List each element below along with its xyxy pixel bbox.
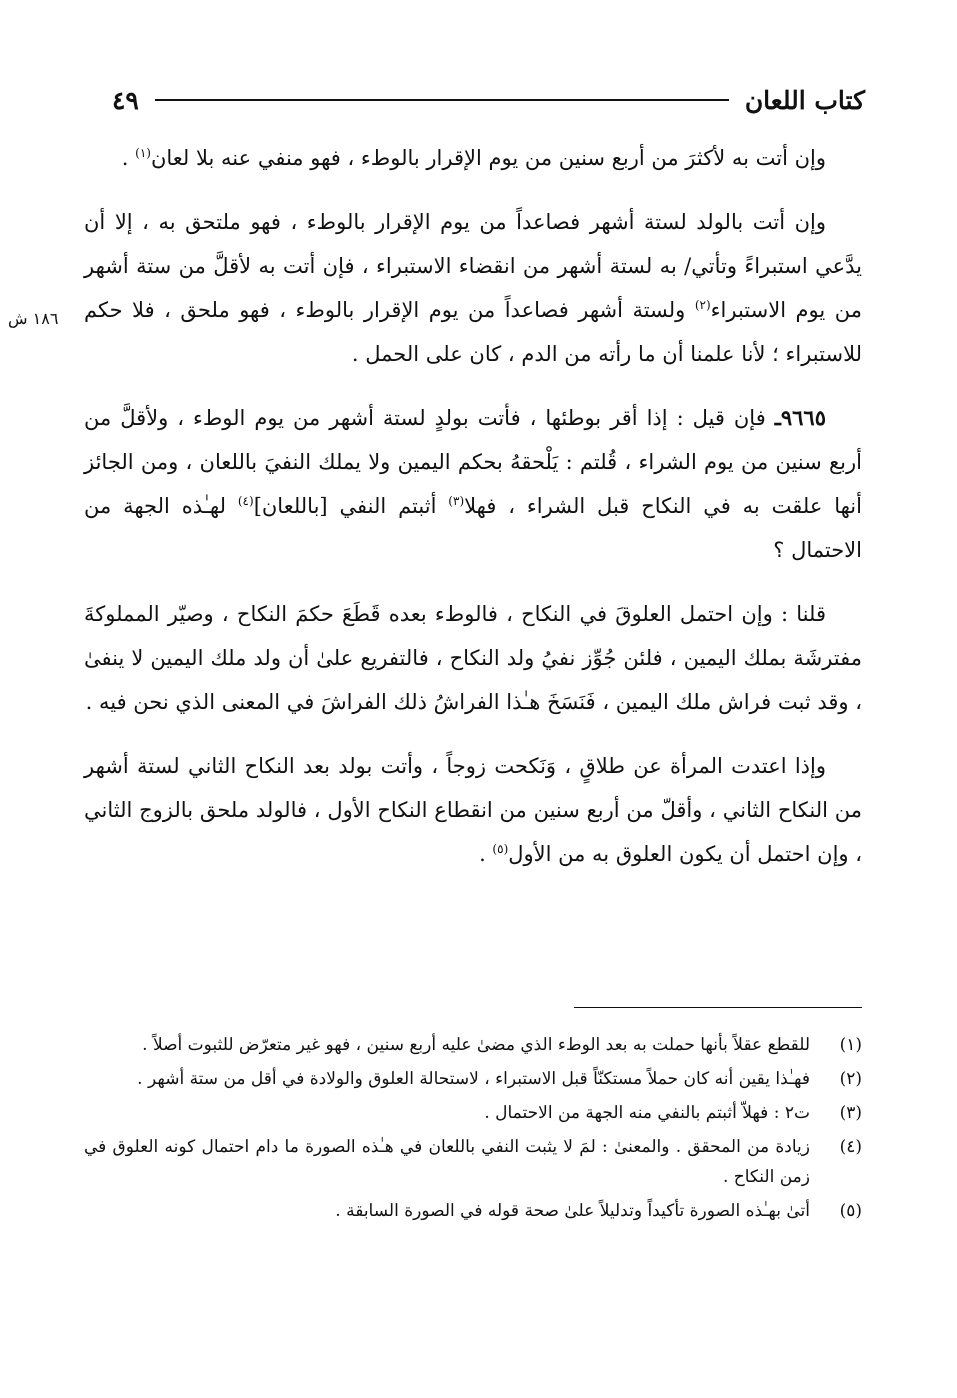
margin-reference: ١٨٦ ش — [8, 309, 59, 328]
issue-number: ٩٦٦٥ـ — [774, 405, 826, 430]
footnote-number: (٤) — [839, 1137, 862, 1157]
footnote — [84, 1064, 862, 1094]
paragraph: وإذا اعتدت المرأة عن طلاقٍ ، وَنَكحت زوجاً ، وأتت بولد بعد النكاح الثاني لستة أشهر من النكاح الثاني ، وأقلّ من أربع سنين من انقطاع النكاح الأول ، فالولد ملحق بالزوج الثاني ، وإن احتمل أن يكون العلوق به من الأول$^{(٥)}$ . — [84, 754, 862, 866]
footnote-text: فهـٰذا يقين أنه كان حملاً مستكنّاً قبل الاستبراء ، لاستحالة العلوق والولادة في أقل من ستة أشهر . — [137, 1069, 810, 1089]
footnote-number: (٣) — [839, 1103, 862, 1123]
footnote — [84, 1196, 862, 1226]
paragraph: وإن أتت به لأكثرَ من أربع سنين من يوم الإقرار بالوطء ، فهو منفي عنه بلا لعان$^{(١)}$ . — [121, 146, 826, 170]
footnotes — [84, 1030, 862, 1230]
footnote-number: (٢) — [839, 1069, 862, 1089]
footnote-text: زيادة من المحقق . والمعنىٰ : لمَ لا يثبت النفي باللعان في هـٰذه الصورة ما دام احتمال كونه العلوق في زمن النكاح . — [84, 1137, 810, 1187]
footnote-ref[interactable]: (١) — [135, 146, 151, 160]
footnote-text: ت٢ : فهلاّ أثبتم بالنفي منه الجهة من الاحتمال . — [484, 1103, 810, 1123]
footnote-text: للقطع عقلاً بأنها حملت به بعد الوطء الذي مضىٰ عليه أربع سنين ، فهو غير متعرّض للثبوت أصلاً . — [142, 1035, 810, 1055]
chapter-title: كتاب اللعان — [744, 85, 865, 115]
footnote-ref[interactable]: (٥) — [492, 842, 509, 856]
footnote-number: (٥) — [839, 1201, 862, 1221]
footnote-ref[interactable]: (٢) — [694, 298, 711, 312]
footnote — [84, 1132, 862, 1192]
paragraph: وإن أتت بالولد لستة أشهر فصاعداً من يوم الإقرار بالوطء ، فهو ملتحق به ، إلا أن يدَّعي استبراءً وتأتي/ به لستة أشهر من انقضاء الاستبراء ، فإن أتت به لأقلَّ من ستة أشهر من يوم الاستبراء$^{(٢)}$ ولستة أشهر فصاعداً من يوم الإقرار بالوطء ، فهو ملحق ، فلا حكم للاستبراء ؛ لأنا علمنا أن ما رأته من الدم ، كان على الحمل . — [84, 210, 862, 366]
footnote-number: (١) — [839, 1035, 862, 1055]
footnote — [84, 1030, 862, 1060]
paragraph: ٩٦٦٥ـ فإن قيل : إذا أقر بوطئها ، فأتت بولدٍ لستة أشهر من يوم الوطء ، ولأقلَّ من أربع سنين من يوم الشراء ، قُلتم : يَلْحقهُ بحكم اليمين ولا يملك النفيَ باللعان ، ومن الجائز أنها علقت به في النكاح قبل الشراء ، فهلا$^{(٣)}$ أثبتم النفي [باللعان]$^{(٤)}$ لهـٰذه الجهة من الاحتمال ؟ — [84, 405, 862, 562]
header-rule — [155, 99, 729, 101]
main-text — [84, 136, 862, 896]
footnote-separator — [574, 1007, 862, 1008]
footnote-text: أتىٰ بهـٰذه الصورة تأكيداً وتدليلاً علىٰ صحة قوله في الصورة السابقة . — [335, 1201, 810, 1221]
page-header — [112, 78, 865, 122]
footnote — [84, 1098, 862, 1128]
footnote-ref[interactable]: (٣) — [448, 494, 465, 508]
footnote-ref[interactable]: (٤) — [237, 494, 254, 508]
paragraph: قلنا : وإن احتمل العلوقَ في النكاح ، فالوطء بعده قَطَعَ حكمَ النكاح ، وصيّر المملوكةَ مفترشَة بملك اليمين ، فلئن جُوِّز نفيُ ولد النكاح ، فالتفريع علىٰ أن ولد ملك اليمين لا ينفىٰ ، وقد ثبت فراش ملك اليمين ، فَنَسَخَ هـٰذا الفراشُ ذلك الفراشَ في المعنى الذي نحن فيه . — [84, 602, 862, 714]
page-number: ٤٩ — [112, 85, 139, 115]
